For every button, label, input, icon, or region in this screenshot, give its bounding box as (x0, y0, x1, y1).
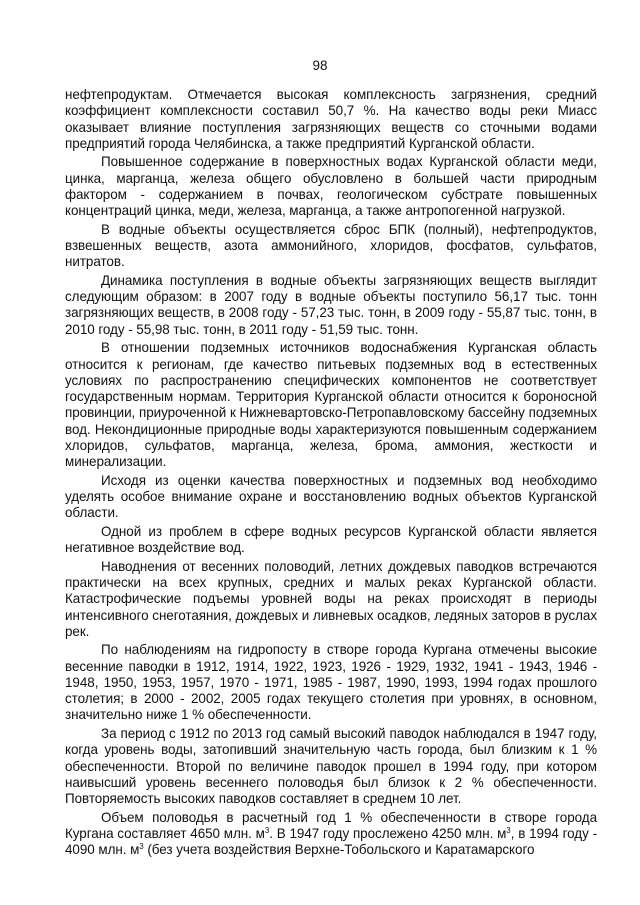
paragraph-11-part-2: . В 1947 году прослежено 4250 млн. м (269, 825, 507, 841)
document-body (65, 87, 597, 859)
paragraph-5: В отношении подземных источников водоснабжения Курганская область относится к регионам, где качество питьевых подземных вод в естественных условиях по распространению специфических компонентов не соответствует государственным нормам. Территория Курганской области относится к бороносной провинции, приуроченной к Нижневартовско-Петропавловскому бассейну подземных вод. Некондиционные природные воды характеризуются повышенным содержанием хлоридов, сульфатов, марганца, железа, брома, аммония, жесткости и минерализации. (65, 340, 597, 470)
paragraph-11-part-3: , в 1994 году - 4090 млн. м (65, 825, 597, 858)
page-number: 98 (312, 58, 328, 73)
paragraph-11-part-1: Объем половодья в расчетный год 1 % обеспеченности в створе города Кургана составляет 4650 млн. м (65, 809, 597, 841)
paragraph-8: Наводнения от весенних половодий, летних дождевых паводков встречаются практически на всех крупных, средних и малых реках Курганской области. Катастрофические подъемы уровней воды на реках происходят в периоды интенсивного снеготаяния, дождевых и ливневых осадков, ледяных заторов в руслах рек. (65, 558, 597, 639)
paragraph-11-part-4: (без учета воздействия Верхне-Тобольского и Каратамарского (143, 842, 535, 858)
paragraph-11 (65, 810, 597, 859)
paragraph-3: В водные объекты осуществляется сброс БПК (полный), нефтепродуктов, взвешенных веществ, азота аммонийного, хлоридов, фосфатов, сульфатов, нитратов. (65, 221, 597, 270)
paragraph-7: Одной из проблем в сфере водных ресурсов Курганской области является негативное воздействие вод. (65, 523, 597, 556)
paragraph-9: По наблюдениям на гидропосту в створе города Кургана отмечены высокие весенние паводки в 1912, 1914, 1922, 1923, 1926 - 1929, 1932, 1941 - 1943, 1946 - 1948, 1950, 1953, 1957, 1970 - 1971, 1985 - 1987, 1990, 1993, 1994 годах прошлого столетия; в 2000 - 2002, 2005 годах текущего столетия при уровнях, в основном, значительно ниже 1 % обеспеченности. (65, 642, 597, 723)
paragraph-10: За период с 1912 по 2013 год самый высокий паводок наблюдался в 1947 году, когда уровень воды, затопивший значительную часть города, был близким к 1 % обеспеченности. Второй по величине паводок прошел в 1994 году, при котором наивысший уровень весеннего половодья был близок к 2 % обеспеченности. Повторяемость высоких паводков составляет в среднем 10 лет. (65, 725, 597, 807)
cubic-exponent: 3 (264, 825, 270, 835)
cubic-exponent: 3 (139, 842, 144, 852)
cubic-exponent: 3 (506, 825, 511, 835)
paragraph-1: нефтепродуктам. Отмечается высокая комплексность загрязнения, средний коэффициент комплексности составил 50,7 %. На качество воды реки Миасс оказывает влияние поступления загрязняющих веществ со сточными водами предприятий города Челябинска, а также предприятий Курганской области. (65, 87, 597, 151)
paragraph-2: Повышенное содержание в поверхностных водах Курганской области меди, цинка, марганца, железа общего обусловлено в большей части природным фактором - содержанием в почвах, геологическом субстрате повышенных концентраций цинка, меди, железа, марганца, а также антропогенной нагрузкой. (65, 154, 597, 219)
paragraph-4: Динамика поступления в водные объекты загрязняющих веществ выглядит следующим образом: в 2007 году в водные объекты поступило 56,17 тыс. тонн загрязняющих веществ, в 2008 году - 57,23 тыс. тонн, в 2009 году - 55,87 тыс. тонн, в 2010 году - 55,98 тыс. тонн, в 2011 году - 51,59 тыс. тонн. (65, 272, 597, 337)
paragraph-6: Исходя из оценки качества поверхностных и подземных вод необходимо уделять особое внимание охране и восстановлению водных объектов Курганской области. (65, 472, 597, 521)
